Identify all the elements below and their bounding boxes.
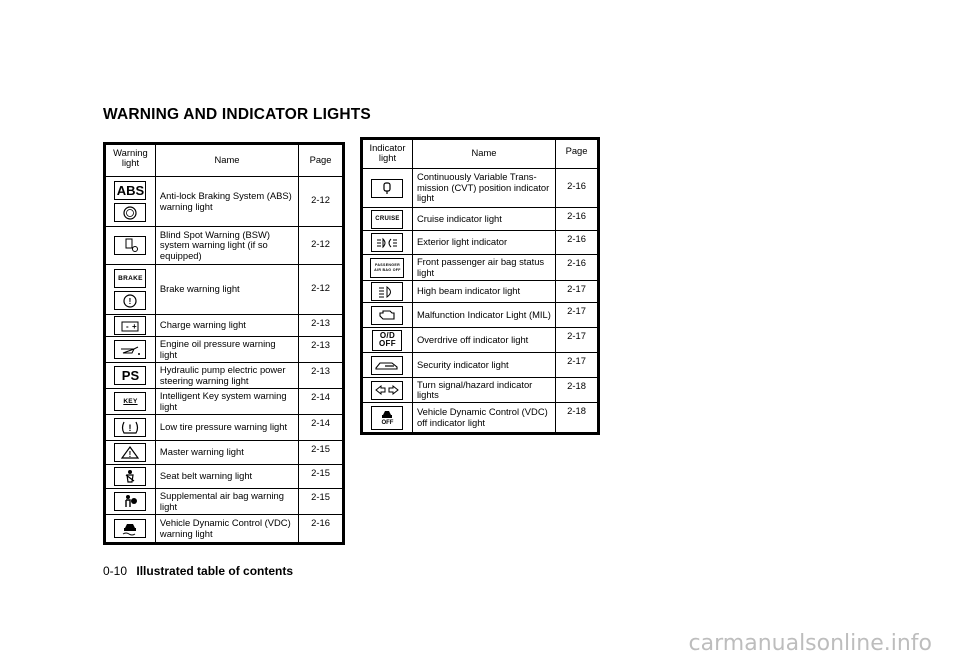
list-item-page: 2-16 xyxy=(556,231,598,255)
list-item-page: 2-13 xyxy=(299,337,343,363)
list-item-name: Security indicator light xyxy=(412,353,555,378)
list-item-page: 2-16 xyxy=(556,255,598,281)
table-row xyxy=(363,255,598,281)
page-title: WARNING AND INDICATOR LIGHTS xyxy=(103,106,371,123)
table-row xyxy=(106,315,343,337)
brake-circle-icon xyxy=(114,291,146,310)
list-item-page: 2-13 xyxy=(299,363,343,389)
table-row xyxy=(363,169,598,208)
list-item-name: Brake warning light xyxy=(155,265,298,315)
table-row xyxy=(106,415,343,441)
list-item-page: 2-17 xyxy=(556,328,598,353)
table-row xyxy=(106,489,343,515)
intelligent-key-icon: KEY xyxy=(114,392,146,411)
table-row xyxy=(106,515,343,543)
list-item-page: 2-12 xyxy=(299,227,343,265)
list-item-name: Cruise indicator light xyxy=(412,208,555,231)
table-row xyxy=(363,208,598,231)
list-item-page: 2-14 xyxy=(299,389,343,415)
list-item-name: Overdrive off indicator light xyxy=(412,328,555,353)
list-item-page: 2-12 xyxy=(299,265,343,315)
list-item-name: Exterior light indicator xyxy=(412,231,555,255)
table-row xyxy=(363,353,598,378)
vdc-warning-icon xyxy=(114,519,146,538)
list-item-name: Master warning light xyxy=(155,441,298,465)
master-warning-icon xyxy=(114,443,146,462)
list-item-page: 2-15 xyxy=(299,465,343,489)
turn-signal-icon xyxy=(371,381,403,400)
list-item-name: Front passenger air bag status light xyxy=(412,255,555,281)
list-item-name: Blind Spot Warning (BSW) system warning light (if so equipped) xyxy=(155,227,298,265)
charge-warning-icon xyxy=(114,316,146,335)
power-steering-icon: PS xyxy=(114,366,146,385)
svg-text:!: ! xyxy=(129,296,132,306)
table-row xyxy=(106,337,343,363)
list-item-page: 2-18 xyxy=(556,403,598,433)
list-item-name: Intelligent Key system warning light xyxy=(155,389,298,415)
list-item-page: 2-18 xyxy=(556,378,598,403)
svg-text:!: ! xyxy=(129,449,132,459)
table-row xyxy=(106,363,343,389)
list-item-name: Turn signal/hazard indicator lights xyxy=(412,378,555,403)
airbag-warning-icon xyxy=(114,492,146,511)
column-header-warning-light: Warning light xyxy=(106,145,156,177)
list-item-page: 2-13 xyxy=(299,315,343,337)
list-item-page: 2-17 xyxy=(556,353,598,378)
cvt-position-icon xyxy=(371,179,403,198)
cruise-indicator-icon: CRUISE xyxy=(371,210,403,229)
abs-circle-icon xyxy=(114,203,146,222)
bsw-warning-icon xyxy=(114,236,146,255)
table-row xyxy=(106,389,343,415)
brake-warning-icon: BRAKE xyxy=(114,269,146,288)
list-item-page: 2-16 xyxy=(556,208,598,231)
list-item-name: Vehicle Dynamic Control (VDC) off indicator light xyxy=(412,403,555,433)
table-row xyxy=(106,465,343,489)
watermark: carmanualsonline.info xyxy=(688,631,932,656)
tire-pressure-icon xyxy=(114,418,146,437)
list-item-name: High beam indicator light xyxy=(412,281,555,303)
section-title: Illustrated table of contents xyxy=(136,564,294,578)
list-item-page: 2-15 xyxy=(299,489,343,515)
table-row xyxy=(363,403,598,433)
list-item-name: Supplemental air bag warning light xyxy=(155,489,298,515)
list-item-page: 2-17 xyxy=(556,303,598,328)
list-item-name: Vehicle Dynamic Control (VDC) warning light xyxy=(155,515,298,543)
security-indicator-icon xyxy=(371,356,403,375)
oil-pressure-icon xyxy=(114,340,146,359)
list-item-page: 2-16 xyxy=(556,169,598,208)
exterior-light-icon xyxy=(371,233,403,252)
page-number: 0-10 xyxy=(103,564,128,578)
vdc-off-label: OFF xyxy=(381,419,394,426)
column-header-page: Page xyxy=(556,140,598,169)
mil-icon xyxy=(371,306,403,325)
list-item-name: Charge warning light xyxy=(155,315,298,337)
column-header-name: Name xyxy=(412,140,555,169)
table-row xyxy=(363,303,598,328)
list-item-name: Continuously Variable Trans-mission (CVT) position indicator light xyxy=(412,169,555,208)
list-item-name: Anti-lock Braking System (ABS) warning light xyxy=(155,177,298,227)
svg-text:!: ! xyxy=(128,422,132,433)
column-header-name: Name xyxy=(155,145,298,177)
warning-light-table xyxy=(103,142,345,545)
table-row xyxy=(363,281,598,303)
seat-belt-icon xyxy=(114,467,146,486)
svg-text:+: + xyxy=(132,321,138,331)
passenger-airbag-status-icon: PASSENGER AIR BAG OFF xyxy=(370,258,404,278)
table-row xyxy=(106,177,343,227)
high-beam-icon xyxy=(371,282,403,301)
list-item-page: 2-12 xyxy=(299,177,343,227)
list-item-name: Hydraulic pump electric power steering warning light xyxy=(155,363,298,389)
column-header-page: Page xyxy=(299,145,343,177)
table-row xyxy=(363,378,598,403)
list-item-name: Low tire pressure warning light xyxy=(155,415,298,441)
svg-text:-: - xyxy=(126,321,130,331)
list-item-name: Seat belt warning light xyxy=(155,465,298,489)
table-row xyxy=(363,231,598,255)
abs-warning-icon: ABS xyxy=(114,181,146,200)
indicator-light-table xyxy=(360,137,600,435)
table-row xyxy=(106,227,343,265)
table-row xyxy=(363,328,598,353)
list-item-name: Engine oil pressure warning light xyxy=(155,337,298,363)
table-row xyxy=(106,441,343,465)
column-header-indicator-light: Indicator light xyxy=(363,140,413,169)
list-item-page: 2-14 xyxy=(299,415,343,441)
list-item-page: 2-15 xyxy=(299,441,343,465)
table-row xyxy=(106,265,343,315)
list-item-page: 2-17 xyxy=(556,281,598,303)
overdrive-off-icon: O/D OFF xyxy=(372,330,402,351)
list-item-page: 2-16 xyxy=(299,515,343,543)
vdc-off-icon xyxy=(371,406,403,430)
page-footer xyxy=(103,564,293,578)
list-item-name: Malfunction Indicator Light (MIL) xyxy=(412,303,555,328)
